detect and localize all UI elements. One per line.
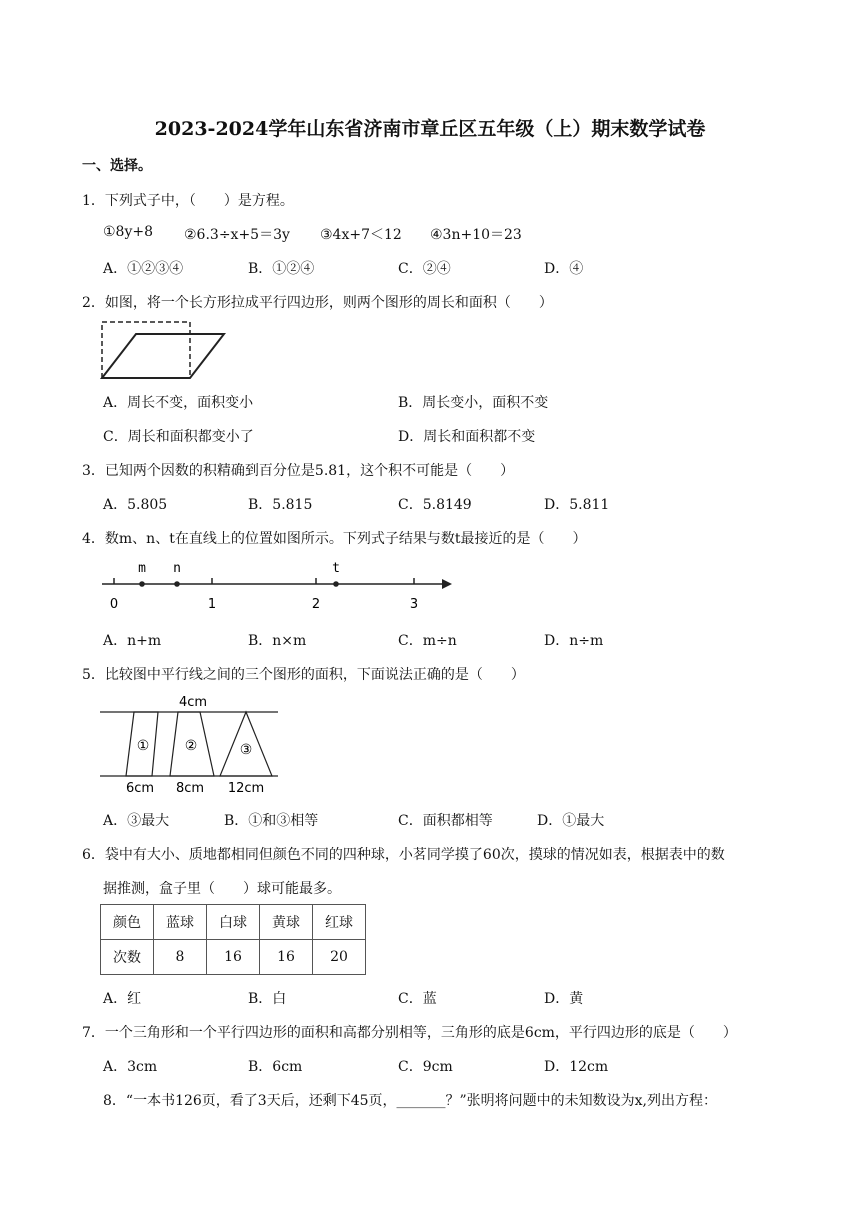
q1-option-b[interactable]: B．①②④ [248,261,315,277]
q1-option-d[interactable]: D．④ [544,261,584,277]
q5-option-b[interactable]: B．①和③相等 [224,813,319,829]
table-cell: 颜色 [101,905,154,940]
table-cell: 8 [154,940,207,975]
question-4-stem: 4．数m、n、t在直线上的位置如图所示。下列式子结果与数t最接近的是（ ） [82,531,587,547]
q5-option-d[interactable]: D．①最大 [537,813,605,829]
q5-option-c[interactable]: C．面积都相等 [398,813,493,829]
q1-item-1: ①8y+8 [103,224,154,240]
q2-option-a[interactable]: A．周长不变，面积变小 [103,395,254,411]
q3-option-b[interactable]: B．5.815 [248,497,313,513]
point-n [174,581,180,587]
label-n: n [173,561,181,576]
q6-option-a[interactable]: A．红 [103,991,142,1007]
question-6-stem-line2: 据推测，盒子里（ ）球可能最多。 [103,881,341,897]
label-t: t [332,561,340,576]
q2-option-c[interactable]: C．周长和面积都变小了 [103,429,254,445]
table-cell: 16 [207,940,260,975]
q6-option-c[interactable]: C．蓝 [398,991,437,1007]
number-line-arrow [442,579,452,589]
shape-2-base-label: 8cm [175,781,205,796]
shape-3-base-label: 12cm [227,781,265,796]
question-5-stem: 5．比较图中平行线之间的三个图形的面积，下面说法正确的是（ ） [82,667,525,683]
top-length-label: 4cm [178,695,208,710]
q1-item-2: ②6.3÷x+5＝3y [184,227,290,243]
q3-option-a[interactable]: A．5.805 [103,497,168,513]
q3-option-c[interactable]: C．5.8149 [398,497,472,513]
q1-option-a[interactable]: A．①②③④ [103,261,184,277]
q7-option-c[interactable]: C．9cm [398,1059,453,1075]
number-line-figure [96,558,458,614]
point-t [333,581,339,587]
table-header-row [101,905,366,940]
section-heading: 一、选择。 [82,158,152,174]
q4-option-a[interactable]: A．n+m [103,633,162,649]
table-cell: 16 [260,940,313,975]
tick-label-1: 1 [207,597,217,612]
table-cell: 红球 [313,905,366,940]
question-1-stem: 1．下列式子中，（ ）是方程。 [82,193,294,209]
table-cell: 20 [313,940,366,975]
table-cell: 黄球 [260,905,313,940]
q7-option-a[interactable]: A．3cm [103,1059,158,1075]
question-6-stem-line1: 6．袋中有大小、质地都相同但颜色不同的四种球，小茗同学摸了60次，摸球的情况如表，根据表中的数 [82,847,725,863]
q2-option-b[interactable]: B．周长变小，面积不变 [398,395,549,411]
question-8-stem: 8．“一本书126页，看了3天后，还剩下45页，_______？”张明将问题中的未知数设为x,列出方程： [103,1093,718,1109]
question-7-stem: 7．一个三角形和一个平行四边形的面积和高都分别相等，三角形的底是6cm，平行四边形的底是（ ） [82,1025,737,1041]
q7-option-b[interactable]: B．6cm [248,1059,303,1075]
q7-option-d[interactable]: D．12cm [544,1059,609,1075]
q6-option-b[interactable]: B．白 [248,991,287,1007]
shape-1-label: ① [136,738,150,754]
parallel-lines-figure [98,690,284,798]
shape-3-label: ③ [239,742,253,758]
table-cell: 蓝球 [154,905,207,940]
table-cell: 白球 [207,905,260,940]
shape-2-label: ② [184,738,198,754]
table-row [101,940,366,975]
question-2-stem: 2．如图，将一个长方形拉成平行四边形，则两个图形的周长和面积（ ） [82,295,553,311]
q5-option-a[interactable]: A．③最大 [103,813,170,829]
q6-option-d[interactable]: D．黄 [544,991,584,1007]
q1-item-4: ④3n+10＝23 [430,227,522,243]
q2-option-d[interactable]: D．周长和面积都不变 [398,429,536,445]
tick-label-0: 0 [109,597,119,612]
q4-option-d[interactable]: D．n÷m [544,633,604,649]
q1-option-c[interactable]: C．②④ [398,261,451,277]
q4-option-c[interactable]: C．m÷n [398,633,457,649]
ball-count-table [100,904,366,975]
page-title: 2023-2024学年山东省济南市章丘区五年级（上）期末数学试卷 [154,118,706,140]
table-cell: 次数 [101,940,154,975]
question-3-stem: 3．已知两个因数的积精确到百分位是5.81，这个积不可能是（ ） [82,463,515,479]
tick-label-3: 3 [409,597,419,612]
q4-option-b[interactable]: B．n×m [248,633,307,649]
tick-label-2: 2 [311,597,321,612]
label-m: m [138,561,146,576]
q3-option-d[interactable]: D．5.811 [544,497,610,513]
rectangle-parallelogram-figure [96,318,226,384]
shape-1-base-label: 6cm [125,781,155,796]
q1-item-3: ③4x+7＜12 [320,227,402,243]
point-m [139,581,145,587]
